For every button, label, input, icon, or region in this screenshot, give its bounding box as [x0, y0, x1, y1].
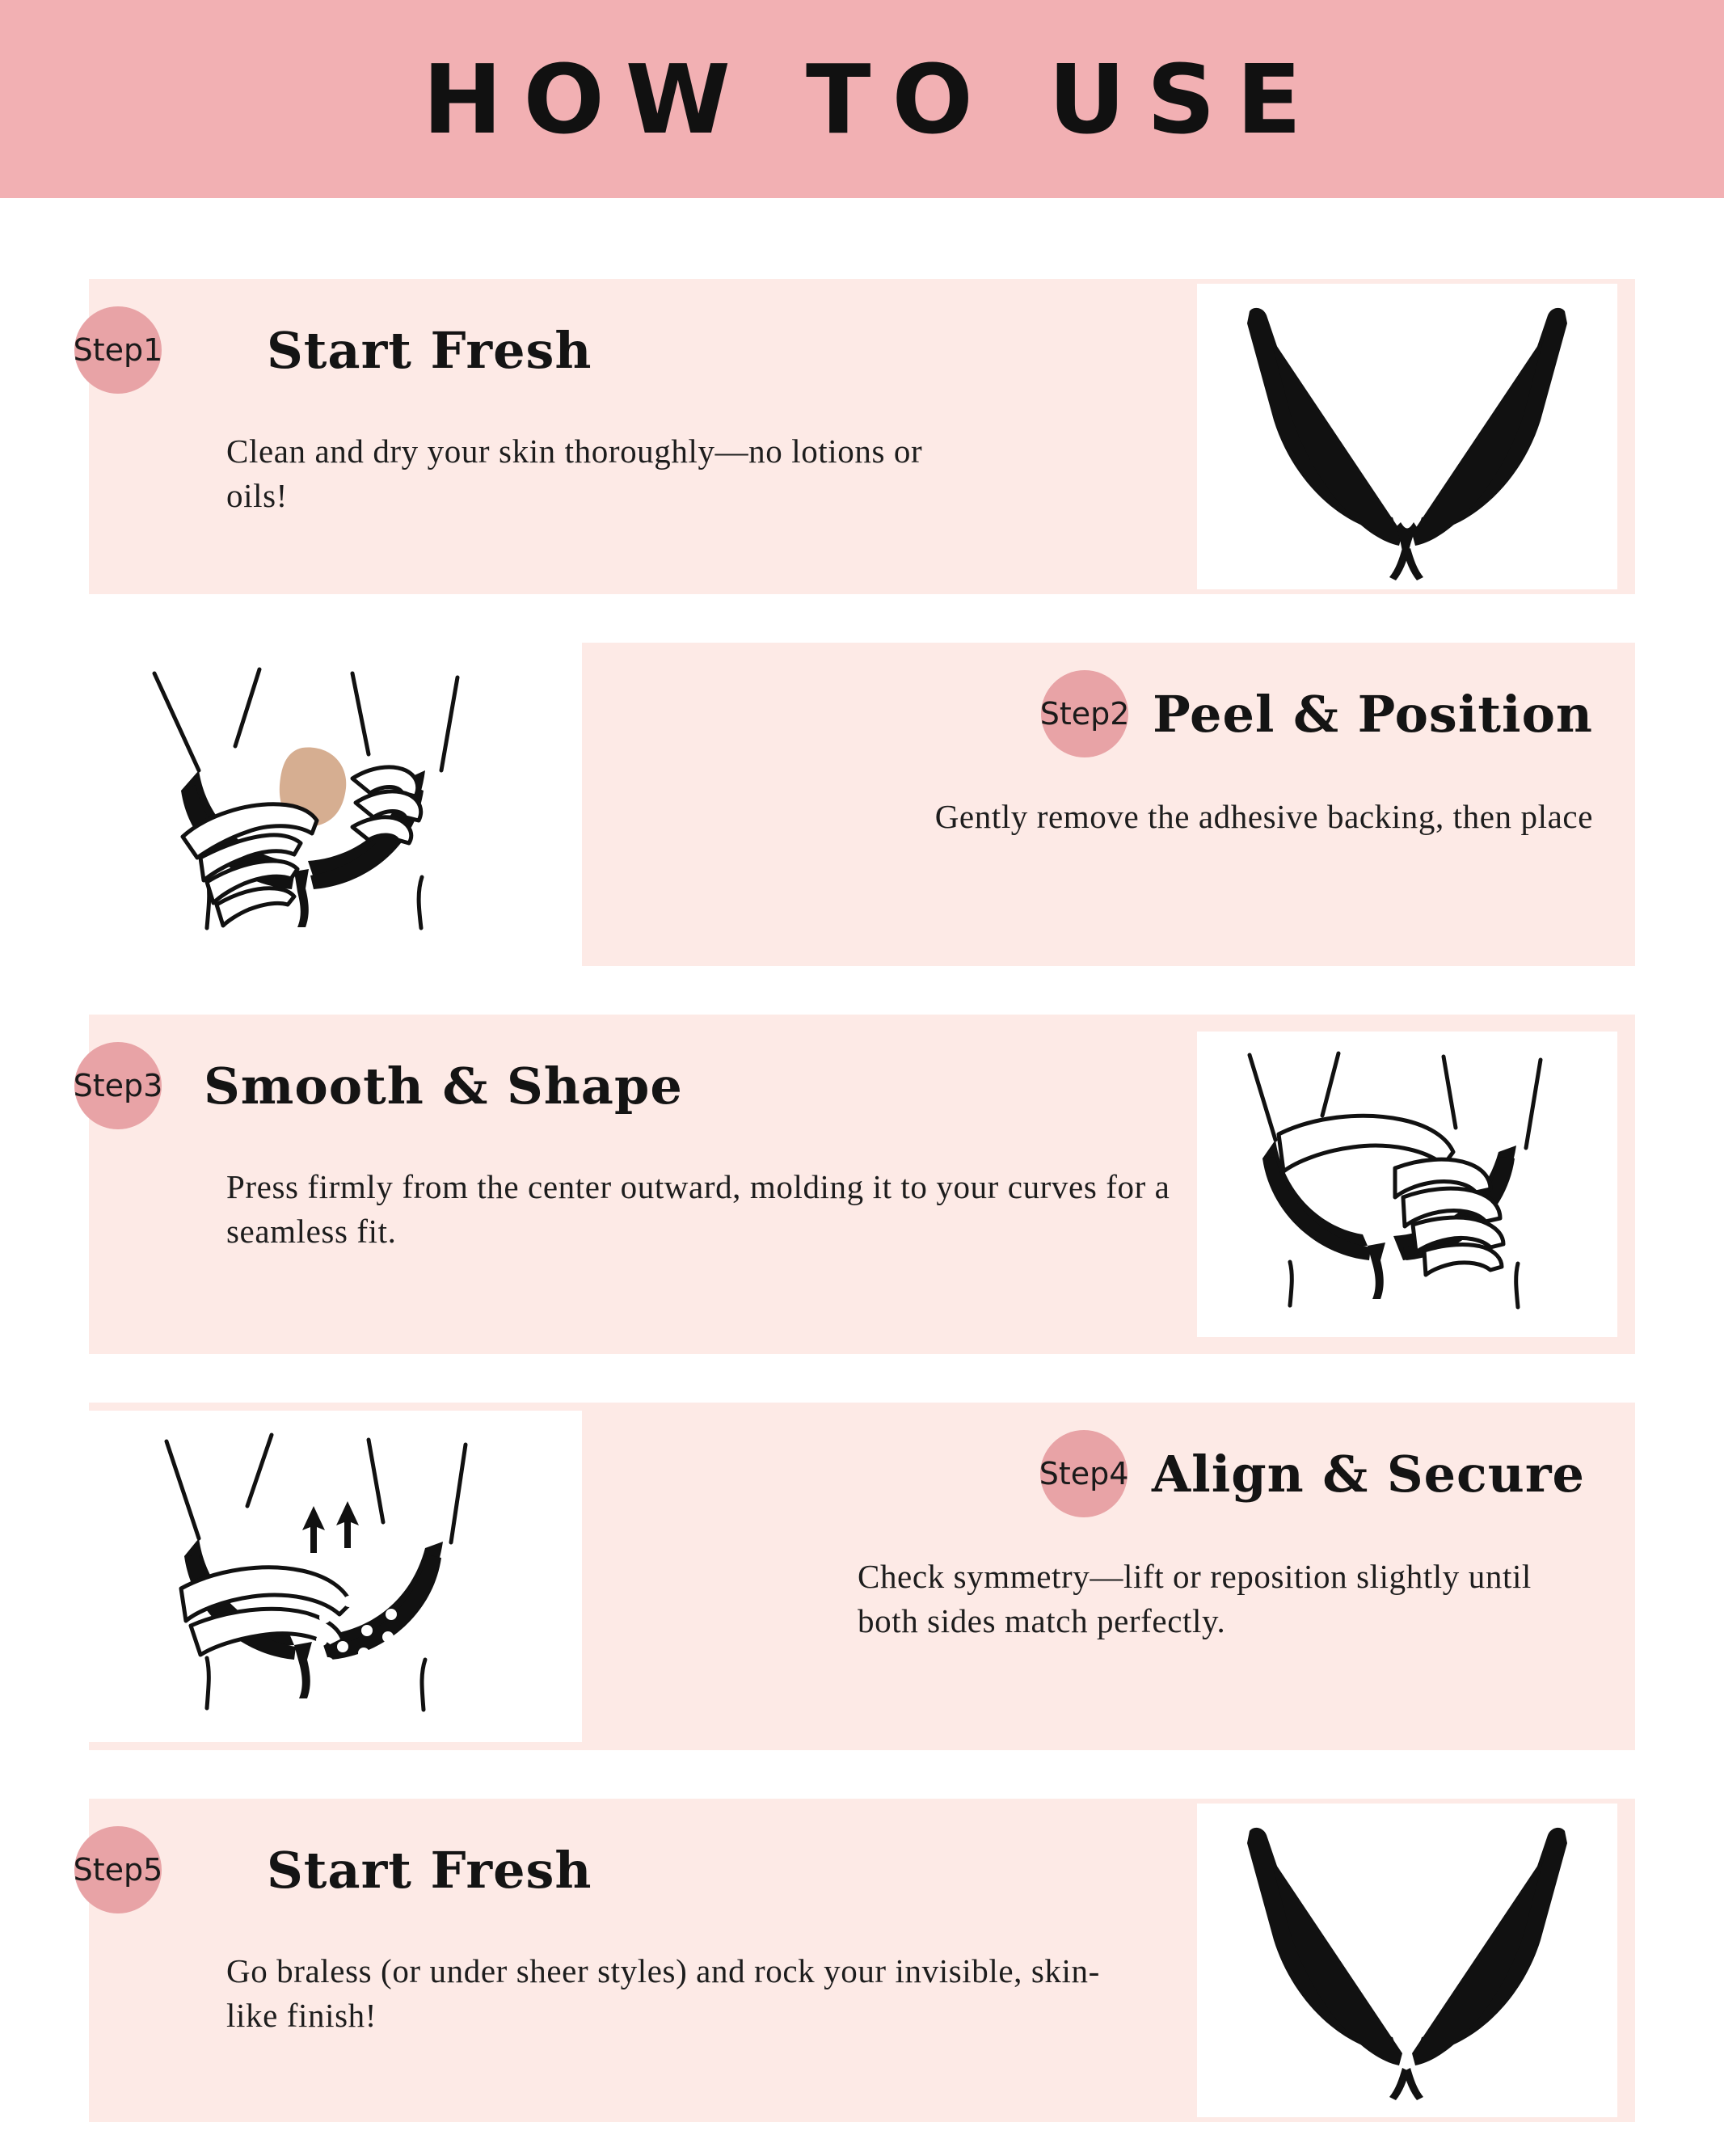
step-5-text [73, 1799, 1197, 2122]
step-4-text [582, 1403, 1635, 1750]
step-5-title: Start Fresh [267, 1840, 592, 1900]
page-title: HOW TO USE [422, 43, 1323, 155]
step-3-description: Press firmly from the center outward, molding it to your curves for a seamless fit. [226, 1168, 1170, 1251]
step-4-title: Align & Secure [1152, 1444, 1585, 1504]
step-5-heading-row [73, 1799, 1197, 1913]
step-3-image-panel [1197, 1032, 1617, 1337]
step-3-desc-wrap [89, 1129, 1197, 1255]
step-1-description: Clean and dry your skin thoroughly—no lotions or oils! [226, 432, 923, 515]
step-2-text [582, 643, 1635, 966]
smooth-press-illustration [1201, 1039, 1613, 1330]
step-3-title: Smooth & Shape [204, 1056, 683, 1116]
bra-outline-illustration [1205, 291, 1609, 582]
step-card-4 [89, 1403, 1635, 1750]
finished-look-illustration [1205, 1811, 1609, 2110]
step-1-badge: Step1 [74, 306, 162, 394]
step-2-badge: Step2 [1041, 670, 1128, 757]
step-2-heading-row [582, 643, 1635, 757]
step-5-badge: Step5 [74, 1826, 162, 1913]
steps-list [0, 279, 1724, 2122]
step-3-heading-row [73, 1015, 1197, 1129]
step-card-2 [89, 643, 1635, 966]
up-arrow-icons [302, 1501, 359, 1553]
step-5-description: Go braless (or under sheer styles) and rock your invisible, skin-like finish! [226, 1952, 1100, 2035]
step-1-text [73, 279, 1197, 594]
step-1-desc-wrap [89, 394, 1197, 519]
step-3-text [73, 1015, 1197, 1354]
step-2-title: Peel & Position [1153, 684, 1593, 744]
align-lift-illustration [86, 1417, 571, 1736]
step-4-badge: Step4 [1040, 1430, 1128, 1517]
step-1-heading-row [73, 279, 1197, 394]
step-4-desc-wrap [582, 1517, 1635, 1644]
step-1-title: Start Fresh [267, 320, 592, 380]
step-2-image-panel [74, 643, 582, 966]
step-card-5 [73, 1799, 1635, 2122]
step-4-image-panel [74, 1411, 582, 1742]
step-card-3 [73, 1015, 1635, 1354]
page-header-banner [0, 0, 1724, 198]
step-5-desc-wrap [89, 1913, 1197, 2039]
step-4-description: Check symmetry—lift or reposition slightly until both sides match perfectly. [858, 1558, 1532, 1640]
step-5-image-panel [1197, 1804, 1617, 2117]
step-4-heading-row [582, 1403, 1635, 1517]
step-3-badge: Step3 [74, 1042, 162, 1129]
step-card-1 [73, 279, 1635, 594]
step-1-image-panel [1197, 284, 1617, 589]
step-2-desc-wrap [582, 757, 1635, 839]
peel-backing-illustration [86, 649, 571, 960]
step-2-description: Gently remove the adhesive backing, then place [934, 798, 1593, 835]
